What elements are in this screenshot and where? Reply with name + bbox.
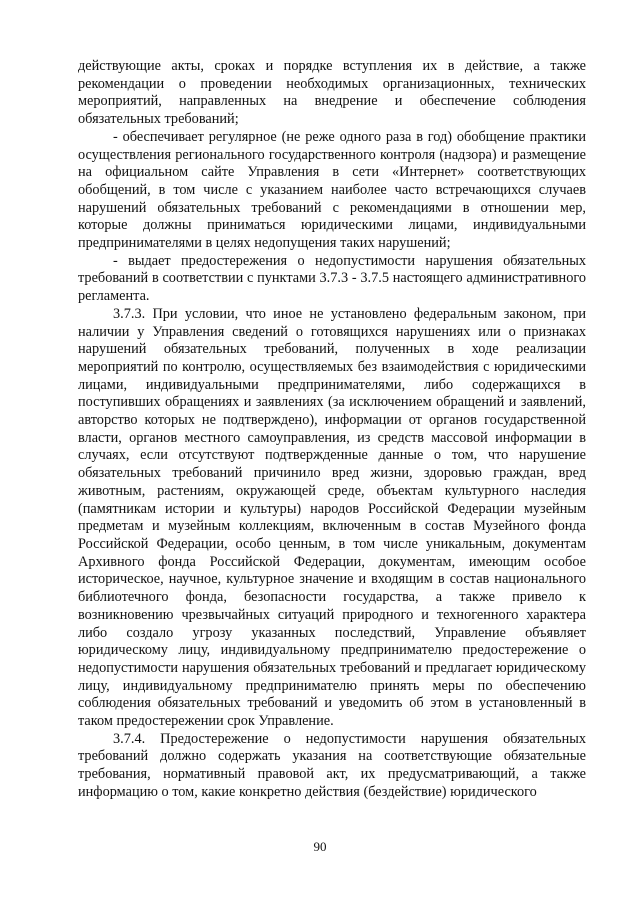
paragraph-3-7-3: 3.7.3. При условии, что иное не установлено федеральным законом, при наличии у Управления сведений о готовящихся нарушениях или о признаках нарушений обязательных требований, полученных в ходе реализации мероприятий по контролю, осуществляемых без взаимодействия с юридическими лицами, индивидуальными предпринимателями, либо содержащихся в поступивших обращениях и заявлениях (за исключением обращений и заявлений, авторство которых не подтверждено), информации от органов государственной власти, органов местного самоуправления, из средств массовой информации в случаях, если отсутствуют подтвержденные данные о том, что нарушение обязательных требований причинило вред жизни, здоровью граждан, вред животным, растениям, окружающей среде, объектам культурного наследия (памятникам истории и культуры) народов Российской Федерации музейным предметам и музейным коллекциям, включенным в состав Музейного фонда Российской Федерации, особо ценным, в том числе уникальным, документам Архивного фонда Российской Федерации, документам, имеющим особое историческое, научное, культурное значение и входящим в состав национального библиотечного фонда, безопасности государства, а также привело к возникновению чрезвычайных ситуаций природного и техногенного характера либо создало угрозу указанных последствий, Управление объявляет юридическому лицу, индивидуальному предпринимателю предостережение о недопустимости нарушения обязательных требований и предлагает юридическому лицу, индивидуальному предпринимателю принять меры по обеспечению соблюдения обязательных требований и уведомить об этом в установленный в таком предостережении срок Управление. — [78, 305, 586, 730]
page-number: 90 — [313, 839, 327, 854]
paragraph-bullet-generalization: - обеспечивает регулярное (не реже одного раза в год) обобщение практики осуществления регионального государственного контроля (надзора) и размещение на официальном сайте Управления в сети «Интернет» соответствующих обобщений, в том числе с указанием наиболее часто встречающихся случаев нарушений обязательных требований с рекомендациями в отношении мер, которые должны приниматься юридическими лицами, индивидуальными предпринимателями в целях недопущения таких нарушений; — [78, 128, 586, 252]
paragraph-continuation: действующие акты, сроках и порядке вступления их в действие, а также рекомендации о проведении необходимых организационных, технических мероприятий, направленных на внедрение и обеспечение соблюдения обязательных требований; — [78, 58, 586, 128]
document-body — [78, 58, 586, 802]
paragraph-bullet-warnings: - выдает предостережения о недопустимости нарушения обязательных требований в соответствии с пунктами 3.7.3 - 3.7.5 настоящего административного регламента. — [78, 252, 586, 305]
paragraph-3-7-4: 3.7.4. Предостережение о недопустимости нарушения обязательных требований должно содержать указания на соответствующие обязательные требования, нормативный правовой акт, их предусматривающий, а также информацию о том, какие конкретно действия (бездействие) юридического — [78, 730, 586, 800]
